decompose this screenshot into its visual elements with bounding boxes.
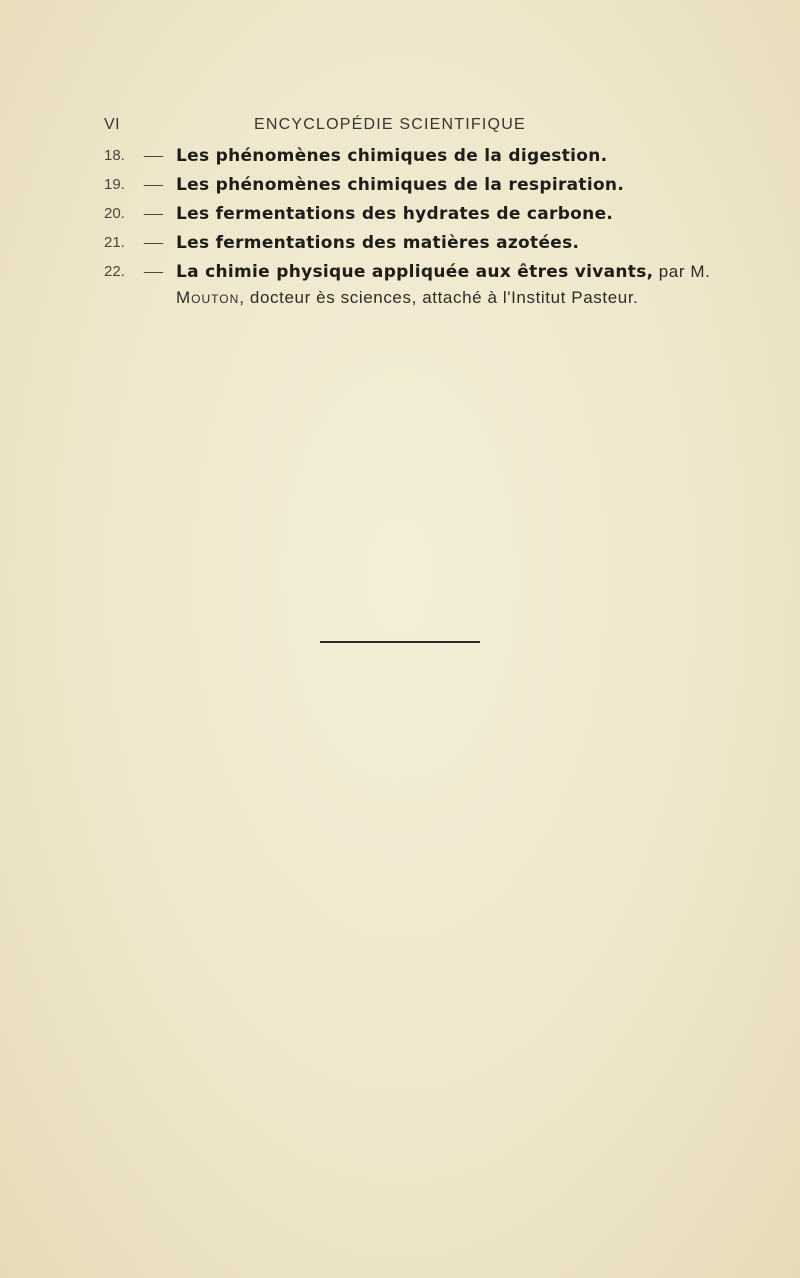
item-title: Les fermentations des matières azotées. bbox=[176, 233, 580, 253]
item-dash: — bbox=[144, 232, 163, 253]
item-number: 21. bbox=[104, 234, 125, 251]
running-title: ENCYCLOPÉDIE SCIENTIFIQUE bbox=[254, 116, 526, 133]
item-title: La chimie physique appliquée aux êtres vivants, bbox=[176, 262, 654, 282]
section-rule bbox=[320, 641, 480, 643]
list-item bbox=[104, 201, 744, 227]
author-name: Mouton bbox=[176, 288, 240, 307]
series-list bbox=[104, 143, 744, 314]
item-dash: — bbox=[144, 203, 163, 224]
author-prefix: par M. bbox=[653, 262, 711, 281]
list-item bbox=[104, 230, 744, 256]
list-item bbox=[104, 172, 744, 198]
page-number: VI bbox=[104, 116, 121, 133]
item-number: 18. bbox=[104, 147, 125, 164]
item-number: 22. bbox=[104, 263, 125, 280]
item-title: Les phénomènes chimiques de la respiration. bbox=[176, 175, 625, 195]
item-dash: — bbox=[144, 261, 163, 282]
author-credentials: , docteur ès sciences, attaché à l'Institut Pasteur. bbox=[239, 288, 639, 307]
item-number: 19. bbox=[104, 176, 125, 193]
item-dash: — bbox=[144, 145, 163, 166]
item-dash: — bbox=[144, 174, 163, 195]
list-item bbox=[104, 259, 744, 311]
item-title: Les phénomènes chimiques de la digestion. bbox=[176, 146, 608, 166]
item-title: Les fermentations des hydrates de carbone. bbox=[176, 204, 614, 224]
list-item bbox=[104, 143, 744, 169]
page-header bbox=[104, 116, 718, 140]
item-number: 20. bbox=[104, 205, 125, 222]
